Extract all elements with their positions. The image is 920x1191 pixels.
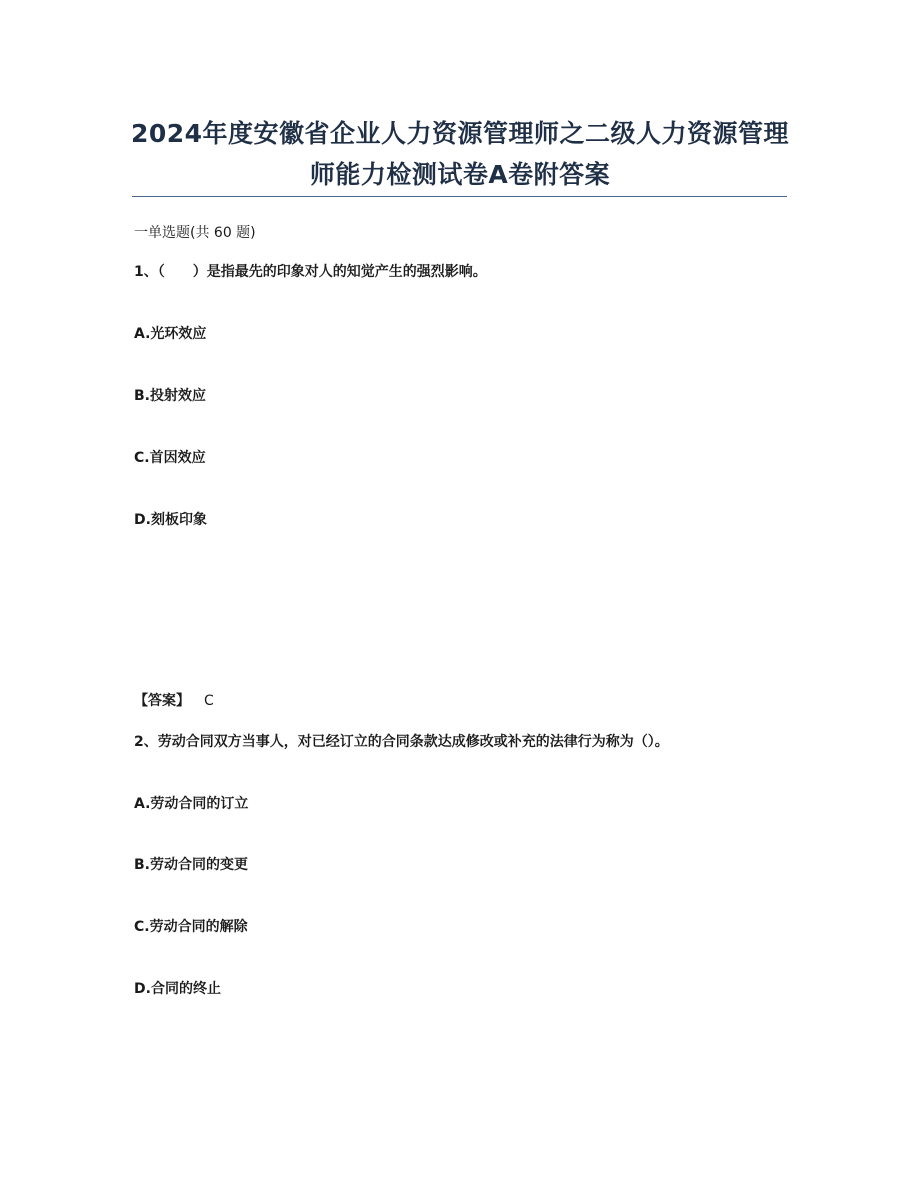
answer-value: C <box>204 693 214 709</box>
answer-label: 【答案】 <box>134 693 190 709</box>
title-divider <box>132 196 787 197</box>
question-1-option-b: B.投射效应 <box>134 388 206 404</box>
document-title-line-2: 师能力检测试卷A卷附答案 <box>309 160 611 189</box>
question-1-option-d: D.刻板印象 <box>134 512 207 528</box>
question-1-option-c: C.首因效应 <box>134 450 206 466</box>
question-1-answer <box>134 691 214 711</box>
document-title-line-1: 2024年度安徽省企业人力资源管理师之二级人力资源管理 <box>130 119 790 148</box>
question-1-text: 1、（ ）是指最先的印象对人的知觉产生的强烈影响。 <box>134 264 487 280</box>
section-heading: 一单选题(共 60 题) <box>134 225 256 241</box>
question-2-text: 2、劳动合同双方当事人，对已经订立的合同条款达成修改或补充的法律行为称为（）。 <box>134 734 669 750</box>
question-2-option-c: C.劳动合同的解除 <box>134 919 248 935</box>
question-2-option-d: D.合同的终止 <box>134 981 221 997</box>
question-2-option-b: B.劳动合同的变更 <box>134 857 248 873</box>
question-1-option-a: A.光环效应 <box>134 326 207 342</box>
question-2-option-a: A.劳动合同的订立 <box>134 796 249 812</box>
